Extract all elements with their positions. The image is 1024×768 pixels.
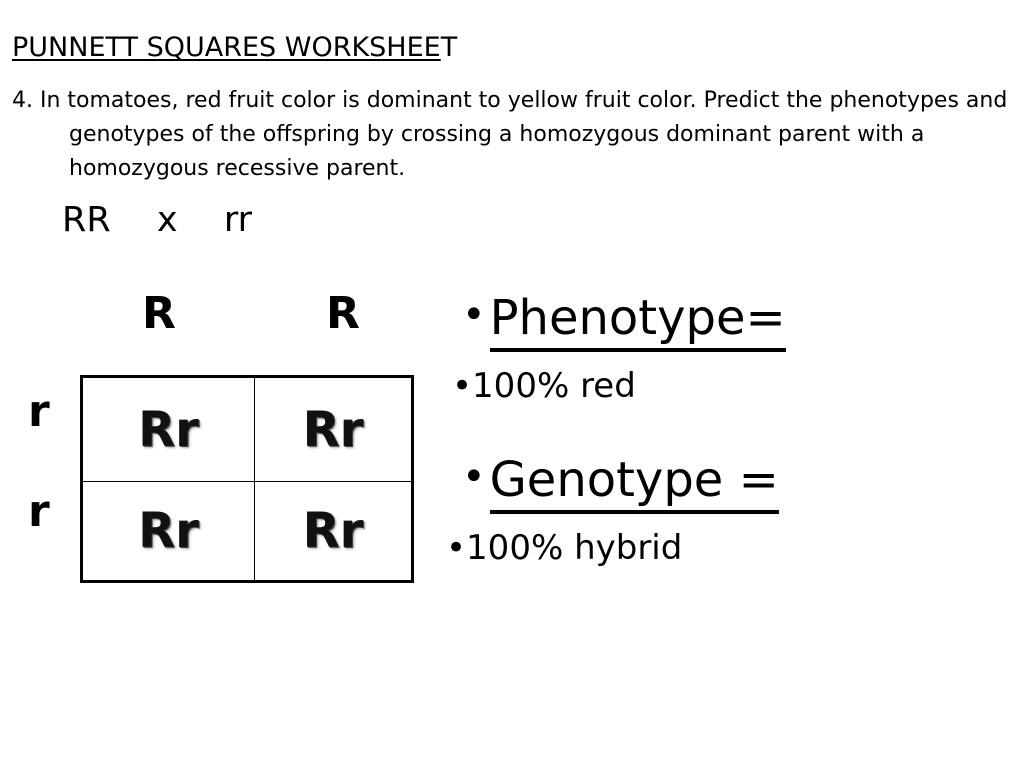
punnett-cell: Rr (83, 482, 255, 580)
top-allele-2: R (326, 288, 360, 339)
punnett-cell: Rr (302, 503, 364, 559)
phenotype-label: Phenotype= (490, 290, 786, 352)
side-allele-2: r (28, 486, 50, 537)
genotype-label: Genotype = (490, 452, 779, 514)
genotype-answer: •100% hybrid (446, 528, 683, 568)
parent-cross: RR x rr (62, 200, 253, 240)
side-allele-1: r (28, 386, 50, 437)
top-allele-1: R (142, 288, 176, 339)
genotype-bullet: • (462, 454, 486, 500)
punnett-cell: Rr (83, 378, 255, 482)
punnett-square (80, 375, 414, 583)
question-text: 4. In tomatoes, red fruit color is dominant to yellow fruit color. Predict the phenotypes and genotypes of the offspring by crossing a homozygous dominant parent with a homozygous recessive parent. (12, 88, 1008, 181)
punnett-cell: Rr (255, 378, 411, 482)
phenotype-bullet: • (462, 292, 486, 338)
title-trailing-text: T (440, 32, 458, 63)
genotype-heading (462, 452, 779, 508)
phenotype-heading (462, 290, 786, 346)
phenotype-answer: •100% red (452, 366, 636, 406)
title-underlined-text: PUNNETT SQUARES WORKSHEE (12, 32, 441, 63)
worksheet-title (12, 32, 457, 63)
